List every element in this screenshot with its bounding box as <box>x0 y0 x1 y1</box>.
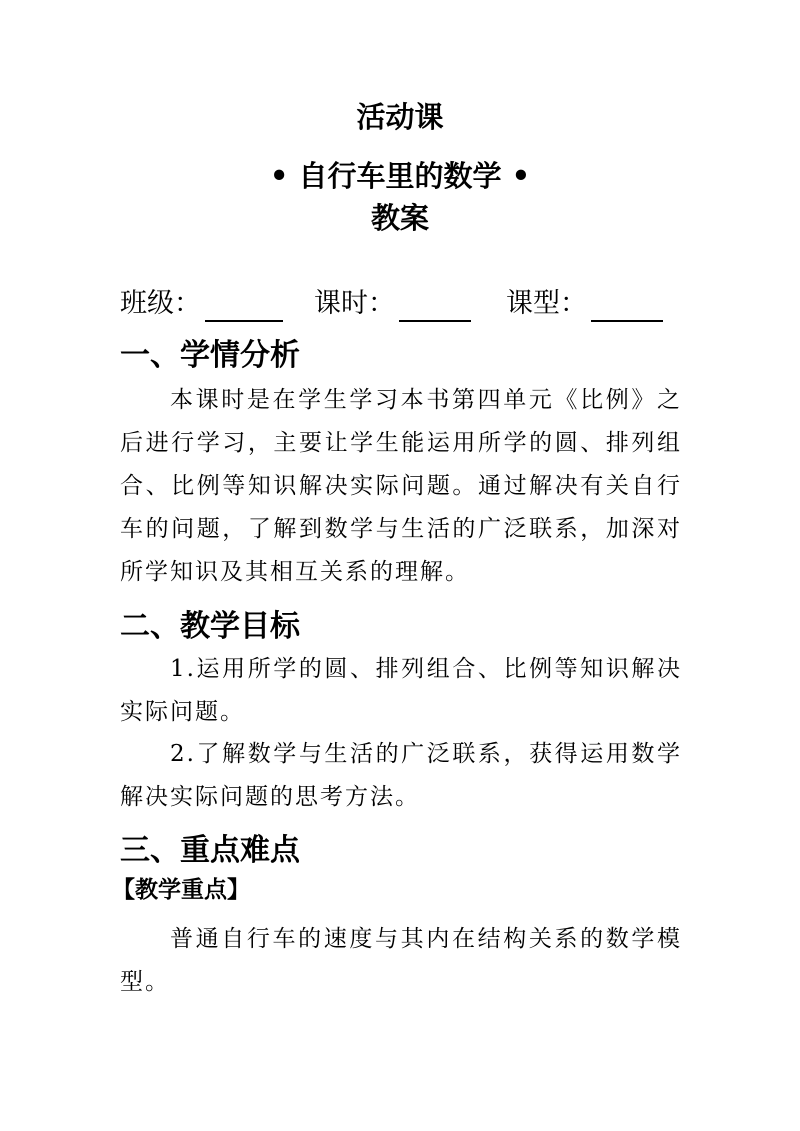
section-heading-student-analysis: 一、学情分析 <box>120 338 300 373</box>
student-analysis-paragraph: 本课时是在学生学习本书第四单元《比例》之后进行学习，主要让学生能运用所学的圆、排列组合、比例等知识解决实际问题。通过解决有关自行车的问题，了解到数学与生活的广泛联系，加深对所学知识及其相互关系的理解。 <box>120 387 682 585</box>
period-label: 课时： <box>314 288 395 319</box>
class-blank-line <box>205 296 283 322</box>
document-type-title: 教案 <box>370 201 429 235</box>
class-label: 班级： <box>120 288 201 319</box>
lesson-type-label: 课型： <box>506 288 587 319</box>
document-category-title: 活动课 <box>356 100 444 134</box>
section-heading-teaching-objectives: 二、教学目标 <box>120 609 300 644</box>
section-heading-key-points: 三、重点难点 <box>120 833 300 868</box>
period-blank-line <box>399 296 471 322</box>
lesson-type-field <box>506 286 663 322</box>
lesson-topic-title: • 自行车里的数学 • <box>269 159 531 193</box>
class-info-row <box>120 286 700 322</box>
period-field <box>314 286 471 322</box>
teaching-focus-paragraph: 普通自行车的速度与其内在结构关系的数学模型。 <box>120 926 682 995</box>
teaching-focus-subheading: 【教学重点】 <box>112 876 250 903</box>
class-field <box>120 286 283 322</box>
objective-item-2: 2.了解数学与生活的广泛联系，获得运用数学解决实际问题的思考方法。 <box>120 741 682 810</box>
lesson-type-blank-line <box>591 296 663 322</box>
objective-item-1: 1.运用所学的圆、排列组合、比例等知识解决实际问题。 <box>120 656 682 725</box>
